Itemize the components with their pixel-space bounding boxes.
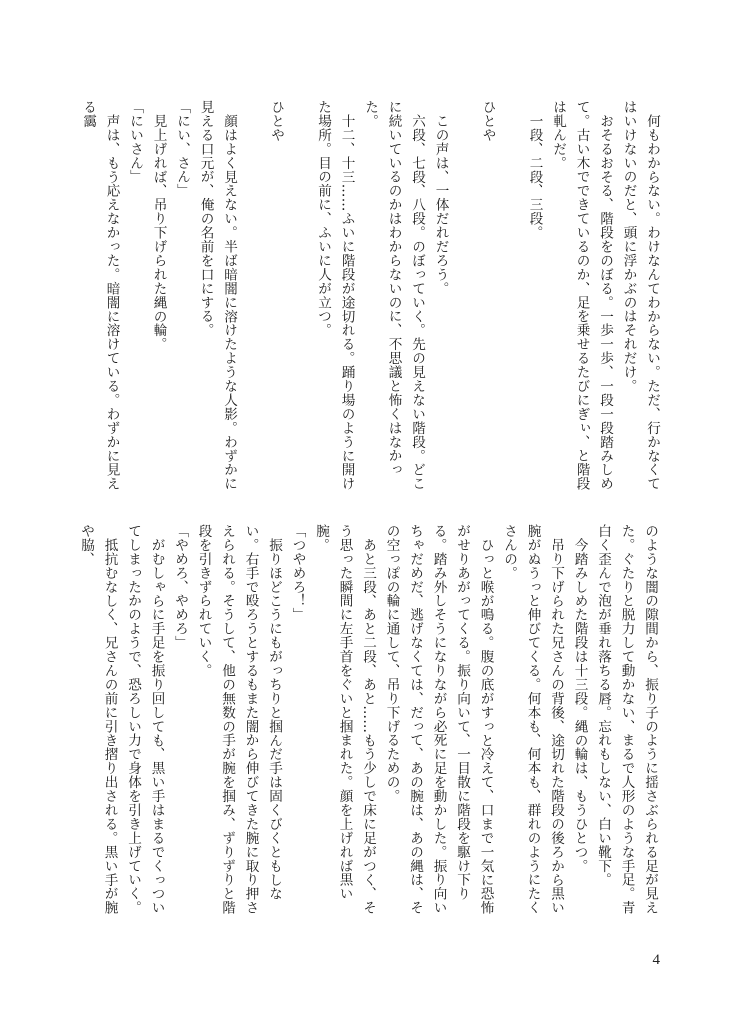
paragraph: 「つやめろ！」 — [289, 524, 306, 622]
paragraph: 六段、七段、八段。のぼっていく。先の見えない階段。どこに続いているのかはわからないのに、不思議と怖くはなかった。 — [362, 100, 425, 491]
paragraph: のような闇の隙間から、振り子のように揺さぶられる足が見えた。ぐたりと脱力して動かない、まるで人形のような手足。青白く歪んで泡が垂れ落ちる唇。忘れもしない、白い靴下。 — [595, 524, 658, 915]
paragraph: 「にい、さん」 — [174, 100, 190, 198]
paragraph: あと三段、あと二段、あと……もう少しで床に足がつく、そう思った瞬間に左手首をぐいと掴まれた。顔を上げれば黒い腕。 — [313, 524, 376, 915]
blank-line — [240, 100, 264, 502]
paragraph: おそるおそる、階段をのぼる。一歩一歩、一段一段踏みしめて。古い木でできているのか、足を乗せるたびにぎぃ、と階段は軋んだ。 — [550, 100, 613, 491]
paragraph: ひとや — [268, 100, 284, 142]
blank-line — [499, 100, 523, 502]
paragraph: 今踏みしめた階段は十三段。縄の輪は、もうひとつ。 — [571, 537, 588, 873]
paragraph: 顔はよく見えない。半ば暗闇に溶けたような人影。わずかに見える口元が、俺の名前を口にする。 — [197, 100, 237, 491]
blank-line — [287, 100, 311, 502]
paragraph: 「やめろ、やめろ」 — [172, 524, 188, 650]
paragraph: 何もわからない。わけなんてわからない。ただ、行かなくてはいけないのだと、頭に浮かぶのはそれだけ。 — [620, 100, 660, 491]
page-number: 4 — [652, 952, 660, 968]
paragraph: 「にいさん」 — [127, 100, 143, 184]
paragraph: 一段、二段、三段。 — [526, 113, 543, 240]
paragraph: ひっと喉が鳴る。腹の底がすっと冷えて、口まで一気に恐怖がせりあがってくる。振り向いて、一目散に階段を駆け下りる。踏み外しそうになりながら必死に足を動かした。振り向いちゃだめだ、逃げなくては、だって、あの腕は、あの縄は、その空っぽの輪に通して、吊り下げるための。 — [383, 524, 494, 915]
paragraph: 見上げれば、吊り下げられた縄の輪。 — [150, 113, 167, 351]
paragraph: 抵抗むなしく、兄さんの前に引き摺り出される。黒い手が腕や脇、 — [78, 524, 118, 915]
paragraph: がむしゃらに手足を振り回しても、黒い手はまるでくっついてしまったかのようで、恐ろしい力で身体を引き上げていく。 — [125, 524, 165, 915]
paragraph: 十二、十三……ふいに階段が途切れる。踊り場のように開けた場所。目の前に、ふいに人が立つ。 — [315, 100, 355, 491]
lower-text-block — [78, 524, 661, 926]
paragraph: ひとや — [479, 100, 496, 142]
blank-line — [452, 100, 476, 502]
paragraph: 吊り下げられた兄さんの背後、途切れた階段の後ろから黒い腕がぬうっと伸びてくる。何本も、何本も、群れのようにたくさんの。 — [501, 524, 564, 915]
paragraph: 振りほどこうにもがっちりと掴んだ手は固くびくともしない。右手で殴ろうとするもまた闇から伸びてきた腕に取り押さえられる。そうして、他の無数の手が腕を掴み、ずりずりと階段を引きずられていく。 — [195, 524, 282, 915]
upper-text-block — [80, 100, 663, 502]
paragraph: この声は、一体だれだろう。 — [432, 113, 449, 295]
paragraph: 声は、もう応えなかった。暗闇に溶けている。わずかに見える靄 — [80, 100, 120, 491]
